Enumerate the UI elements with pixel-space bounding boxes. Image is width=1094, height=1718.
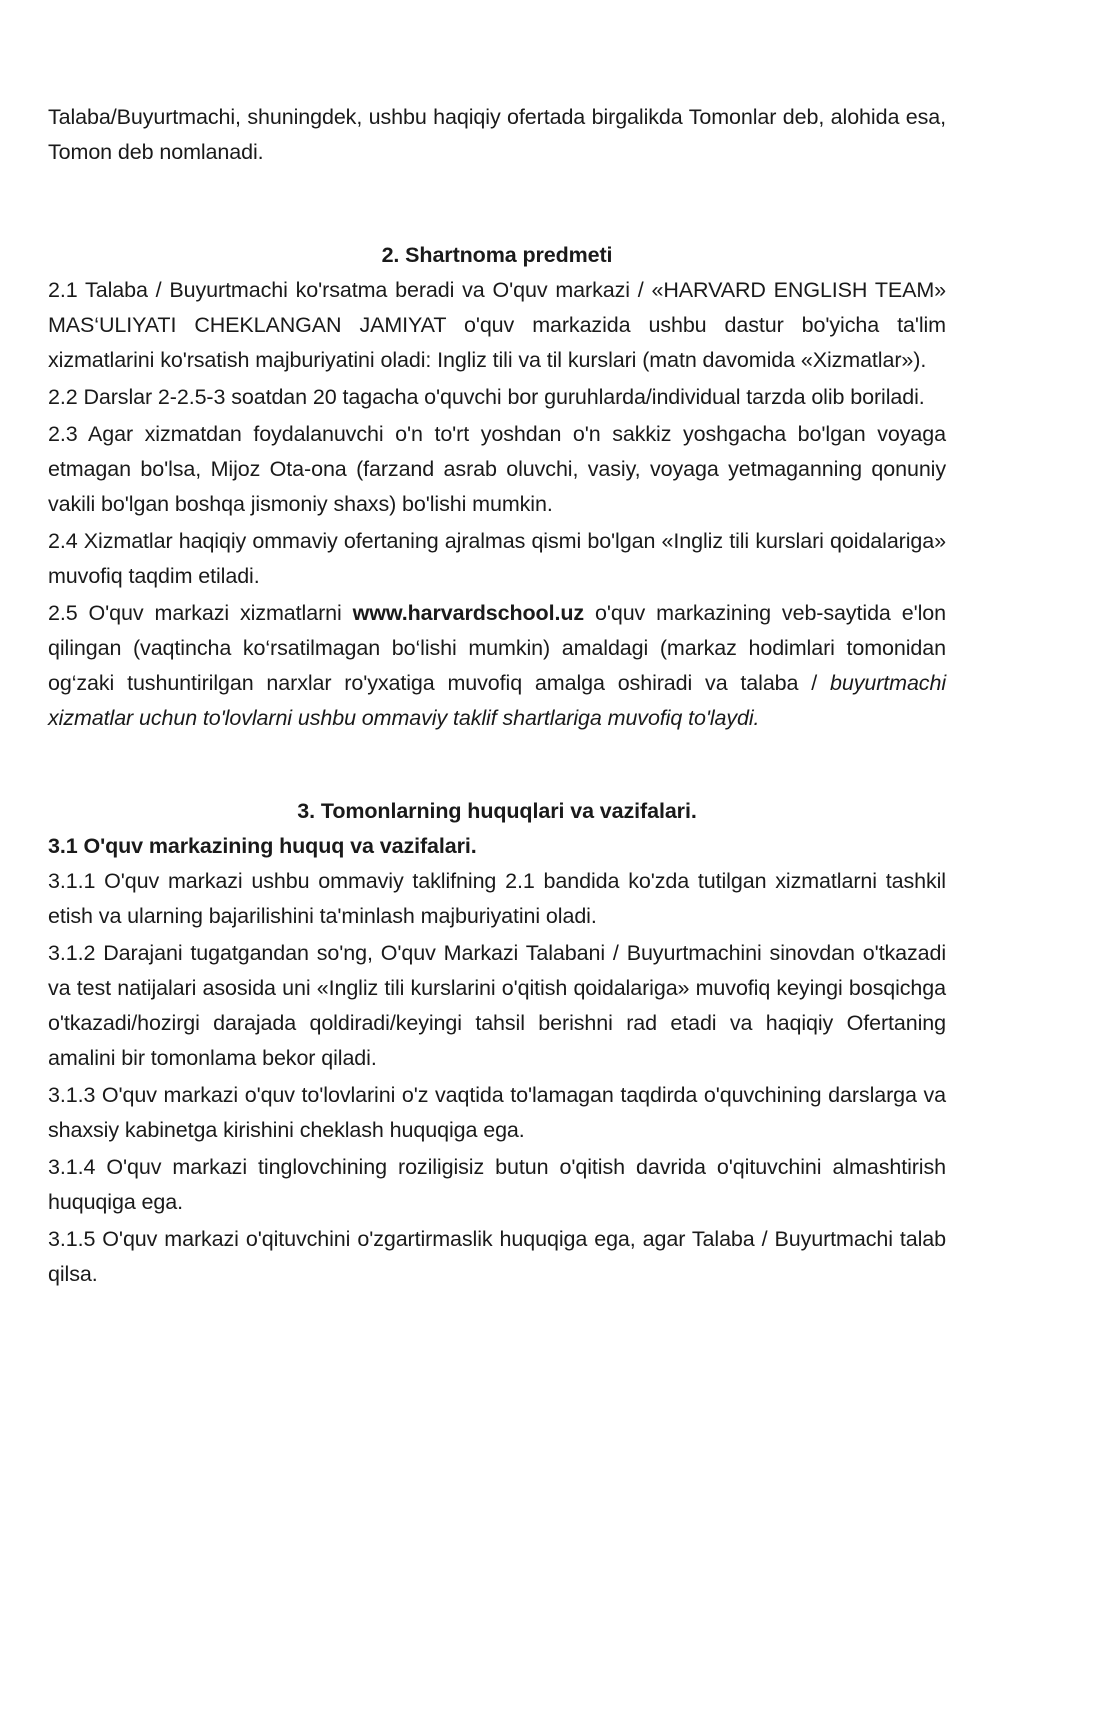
emphasis-text: buyurtmachi xizmatlar uchun to'lovlarni ushbu ommaviy taklif shartlariga muvofiq to'laydi. [48, 671, 946, 730]
website-url: www.harvardschool.uz [352, 601, 585, 625]
paragraph-2-1: 2.1 Talaba / Buyurtmachi ko'rsatma beradi va O'quv markazi / «HARVARD ENGLISH TEAM» MAS‘ULIYATI CHEKLANGAN JAMIYAT o'quv markazida ushbu dastur bo'yicha ta'lim xizmatlarini ko'rsatish majburiyatini oladi: Ingliz tili va til kurslari (matn davomida «Xizmatlar»). [48, 278, 946, 372]
paragraph-2-4: 2.4 Xizmatlar haqiqiy ommaviy ofertaning ajralmas qismi bo'lgan «Ingliz tili kurslari qoidalariga» muvofiq taqdim etiladi. [48, 529, 946, 588]
rich-runs [48, 601, 946, 730]
paragraph-intro: Talaba/Buyurtmachi, shuningdek, ushbu haqiqiy ofertada birgalikda Tomonlar deb, alohida esa, Tomon deb nomlanadi. [48, 105, 946, 164]
section-heading-3: 3. Tomonlarning huquqlari va vazifalari. [297, 799, 697, 823]
paragraph-3-1-5: 3.1.5 O'quv markazi o'qituvchini o'zgartirmaslik huquqiga ega, agar Talaba / Buyurtmachi talab qilsa. [48, 1227, 946, 1286]
text-run: o'quv markazining veb-saytida e'lon qilingan (vaqtincha ko‘rsatilmagan bo‘lishi mumkin) amaldagi (markaz hodimlari tomonidan og‘zaki tushuntirilgan narxlar ro'yxatiga muvofiq amalga oshiradi va talaba / [48, 601, 946, 695]
text-run: 2.5 O'quv markazi xizmatlarni [48, 601, 353, 625]
paragraph-2-2: 2.2 Darslar 2-2.5-3 soatdan 20 tagacha o'quvchi bor guruhlarda/individual tarzda olib boriladi. [48, 385, 925, 409]
vertical-spacer [48, 738, 946, 794]
paragraph-2-5 [48, 596, 946, 736]
vertical-spacer [48, 172, 946, 238]
section-heading-2: 2. Shartnoma predmeti [381, 243, 613, 267]
document-body [48, 100, 946, 1294]
paragraph-2-3: 2.3 Agar xizmatdan foydalanuvchi o'n to'rt yoshdan o'n sakkiz yoshgacha bo'lgan voyaga etmagan bo'lsa, Mijoz Ota-ona (farzand asrab oluvchi, vasiy, voyaga yetmaganning qonuniy vakili bo'lgan boshqa jismoniy shaxs) bo'lishi mumkin. [48, 422, 946, 516]
paragraph-3-1-4: 3.1.4 O'quv markazi tinglovchining roziligisiz butun o'qitish davrida o'qituvchini almashtirish huquqiga ega. [48, 1155, 946, 1214]
paragraph-3-1-2: 3.1.2 Darajani tugatgandan so'ng, O'quv Markazi Talabani / Buyurtmachini sinovdan o'tkazadi va test natijalari asosida uni «Ingliz tili kurslarini o'qitish qoidalariga» muvofiq keyingi bosqichga o'tkazadi/hozirgi darajada qoldiradi/keyingi tahsil berishni rad etadi va haqiqiy Ofertaning amalini bir tomonlama bekor qiladi. [48, 941, 946, 1070]
section-subheading-3-1: 3.1 O'quv markazining huquq va vazifalari. [48, 834, 477, 858]
paragraph-3-1-1: 3.1.1 O'quv markazi ushbu ommaviy taklifning 2.1 bandida ko'zda tutilgan xizmatlarni tashkil etish va ularning bajarilishini ta'minlash majburiyatini oladi. [48, 869, 946, 928]
paragraph-3-1-3: 3.1.3 O'quv markazi o'quv to'lovlarini o'z vaqtida to'lamagan taqdirda o'quvchining darslarga va shaxsiy kabinetga kirishini cheklash huquqiga ega. [48, 1083, 946, 1142]
